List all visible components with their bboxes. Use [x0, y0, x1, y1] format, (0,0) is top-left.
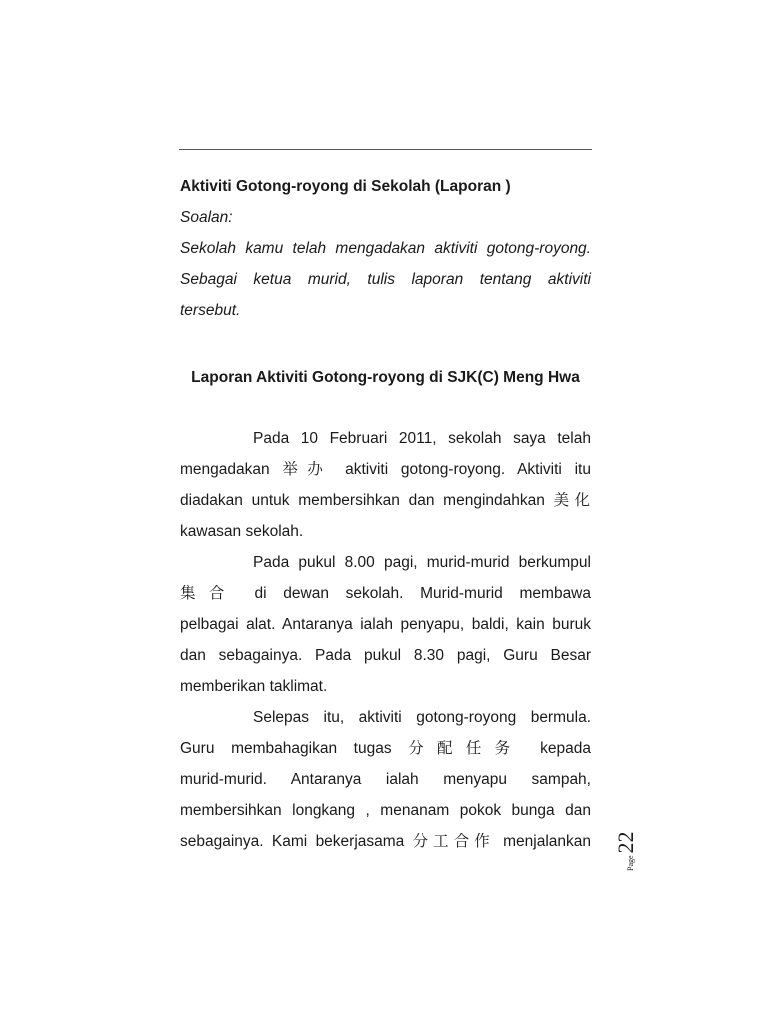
- para3-line: [180, 733, 591, 764]
- page-number: [613, 831, 663, 871]
- soalan-line: Sekolah kamu telah mengadakan aktiviti gotong-royong.: [180, 240, 591, 257]
- report-title-block: [180, 362, 591, 393]
- para2-line: Pada pukul 8.00 pagi, murid-murid berkumpul: [253, 554, 591, 571]
- text-span: sebagainya. Kami bekerjasama: [180, 833, 405, 850]
- chinese-term: 集合: [180, 584, 238, 602]
- soalan-line: tersebut.: [180, 302, 241, 319]
- page-number-value: 22: [613, 831, 638, 854]
- para2-line: pelbagai alat. Antaranya ialah penyapu, baldi, kain buruk: [180, 616, 591, 633]
- text-span: diadakan untuk membersihkan dan mengindahkan: [180, 492, 545, 509]
- para1-line: [180, 454, 591, 485]
- text-span: kepada: [540, 740, 591, 757]
- chinese-term: 举办: [282, 460, 333, 478]
- report-body: [180, 423, 591, 857]
- soalan-label: Soalan:: [180, 209, 233, 226]
- text-span: menjalankan: [503, 833, 592, 850]
- para3-line: membersihkan longkang , menanam pokok bunga dan: [180, 802, 591, 819]
- chinese-term: 美化: [553, 491, 591, 509]
- para3-line: murid-murid. Antaranya ialah menyapu sampah,: [180, 771, 591, 788]
- para3-line: [180, 826, 591, 857]
- report-title: Laporan Aktiviti Gotong-royong di SJK(C) Meng Hwa: [191, 369, 580, 386]
- text-span: Guru membahagikan tugas: [180, 740, 392, 757]
- text-span: mengadakan: [180, 461, 270, 478]
- para3-line: Selepas itu, aktiviti gotong-royong bermula.: [253, 709, 591, 726]
- para1-line: kawasan sekolah.: [180, 523, 304, 540]
- header-rule: [179, 149, 592, 150]
- document-title: Aktiviti Gotong-royong di Sekolah (Laporan ): [180, 178, 511, 195]
- para1-line: Pada 10 Februari 2011, sekolah saya telah: [253, 430, 591, 447]
- para1-line: [180, 485, 591, 516]
- para2-line: [180, 578, 591, 609]
- chinese-term: 分工合作: [412, 832, 495, 850]
- text-span: aktiviti gotong-royong. Aktiviti itu: [345, 461, 591, 478]
- text-span: di dewan sekolah. Murid-murid membawa: [254, 585, 592, 602]
- page-label: Page: [626, 855, 635, 871]
- para2-line: memberikan taklimat.: [180, 678, 328, 695]
- soalan-line: Sebagai ketua murid, tulis laporan tentang aktiviti: [180, 271, 591, 288]
- chinese-term: 分配任务: [408, 739, 524, 757]
- question-section: [180, 171, 591, 326]
- para2-line: dan sebagainya. Pada pukul 8.30 pagi, Guru Besar: [180, 647, 591, 664]
